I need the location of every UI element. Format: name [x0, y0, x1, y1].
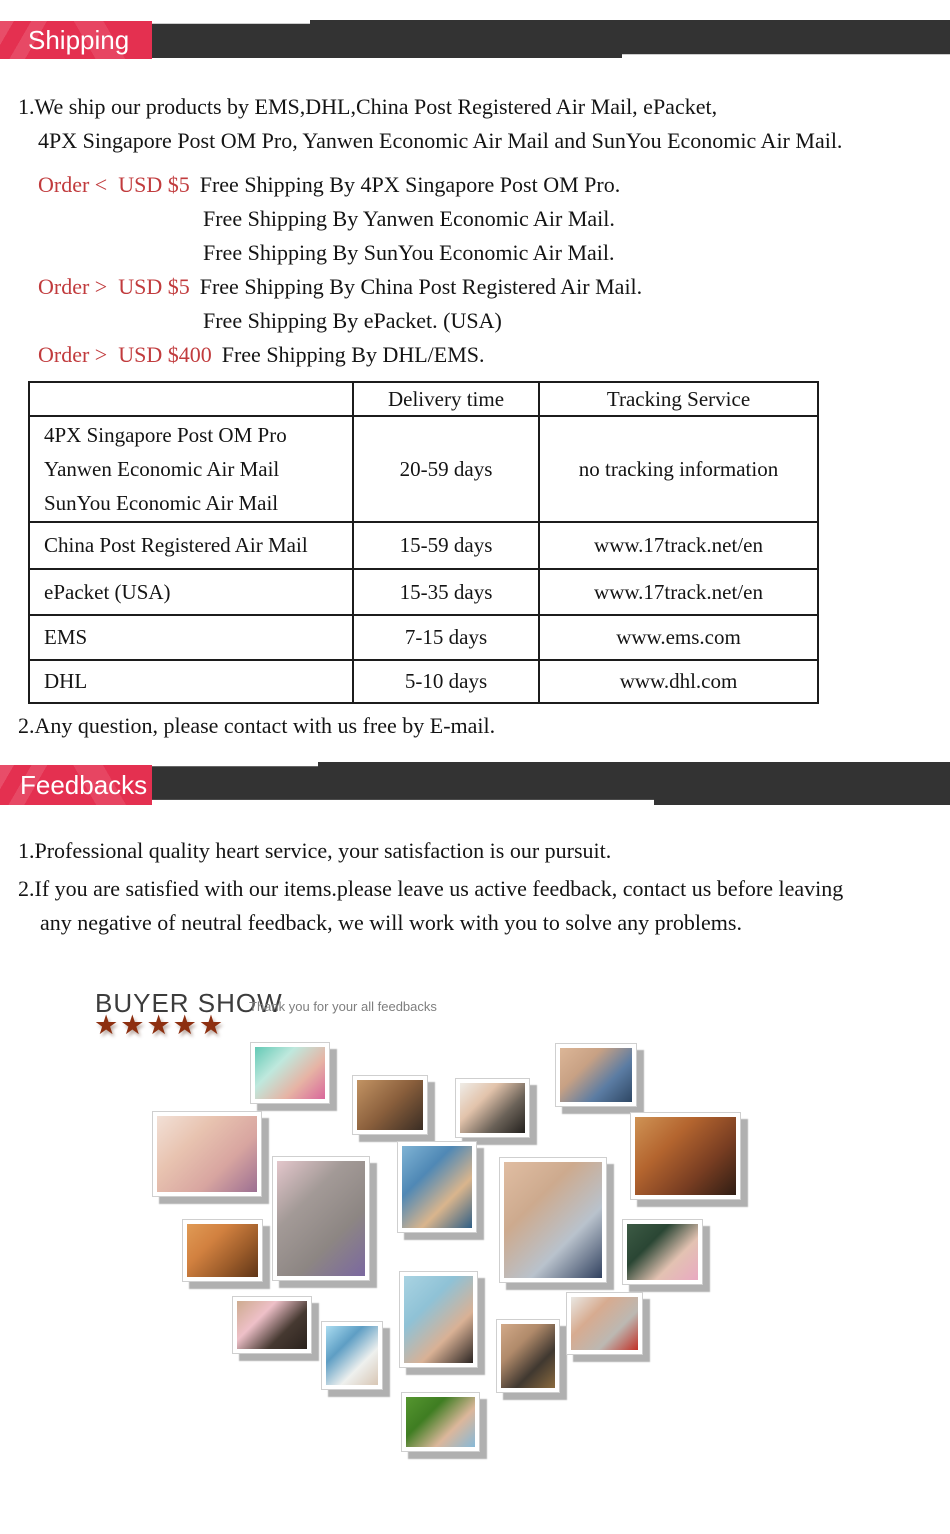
buyer-photo-blue-woman	[397, 1141, 477, 1233]
cell-method: China Post Registered Air Mail	[29, 522, 353, 569]
cell-delivery: 15-35 days	[353, 569, 539, 615]
photo-image	[357, 1080, 423, 1130]
photo-image	[635, 1117, 736, 1195]
buyer-photo-pink-flower-bracelet	[622, 1219, 703, 1285]
star-icon: ★	[172, 1010, 199, 1040]
header-tracking-service: Tracking Service	[539, 382, 818, 416]
cell-delivery: 5-10 days	[353, 660, 539, 703]
shipping-rule	[203, 308, 502, 334]
photo-image	[326, 1326, 378, 1385]
buyer-photo-girl-pink-top	[232, 1296, 312, 1354]
buyer-photo-hand-over-jeans	[555, 1043, 637, 1107]
photo-image	[504, 1162, 602, 1278]
buyer-show-title: BUYER SHOW	[95, 988, 283, 1018]
photo-image	[406, 1397, 475, 1447]
star-icon: ★	[198, 1010, 226, 1040]
rule-text: Free Shipping By 4PX Singapore Post OM Pro.	[199, 172, 621, 197]
table-row	[29, 416, 818, 522]
photo-image	[501, 1324, 555, 1388]
cell-tracking: www.17track.net/en	[539, 569, 818, 615]
star-icon: ★	[146, 1010, 173, 1040]
table-row	[29, 522, 818, 569]
table-row	[29, 660, 818, 703]
buyer-photo-tan-woman	[352, 1075, 428, 1135]
feedback-line3: any negative of neutral feedback, we will work with you to solve any problems.	[40, 910, 742, 935]
shipping-table	[28, 381, 819, 704]
buyer-photo-teal-hand-rose	[250, 1042, 330, 1104]
order-condition: Order < USD $5	[38, 172, 190, 197]
photo-image	[560, 1048, 632, 1102]
feedbacks-banner-bar	[150, 762, 950, 805]
rule-text: Free Shipping By China Post Registered Air Mail.	[199, 274, 643, 299]
buyer-photo-blue-sweater	[399, 1271, 478, 1368]
photo-image	[571, 1297, 638, 1350]
header-delivery-time: Delivery time	[353, 382, 539, 416]
buyer-photo-dark-hand	[496, 1319, 560, 1393]
feedback-line2: 2.If you are satisfied with our items.please leave us active feedback, contact us before leaving	[18, 876, 844, 901]
shipping-intro-line2: 4PX Singapore Post OM Pro, Yanwen Economic Air Mail and SunYou Economic Air Mail.	[38, 128, 843, 153]
buyer-photo-gray-bracelet	[272, 1156, 370, 1281]
star-icon: ★	[94, 1010, 121, 1040]
photo-image	[255, 1047, 325, 1099]
cell-method: EMS	[29, 615, 353, 660]
rule-text: Free Shipping By Yanwen Economic Air Mail.	[203, 206, 615, 231]
shipping-rule	[203, 206, 615, 232]
cell-delivery: 20-59 days	[353, 416, 539, 522]
buyer-photo-washing-hands	[566, 1292, 643, 1355]
cell-method	[29, 416, 353, 522]
table-row	[29, 615, 818, 660]
buyer-photo-starfish-necklace	[182, 1219, 263, 1282]
photo-image	[187, 1224, 258, 1277]
photo-image	[627, 1224, 698, 1280]
photo-image	[157, 1116, 257, 1192]
star-icon: ★	[120, 1010, 147, 1040]
shipping-banner-label: Shipping	[0, 21, 152, 59]
feedback-line1: 1.Professional quality heart service, your satisfaction is our pursuit.	[18, 838, 612, 863]
buyer-photo-pink-hands	[152, 1111, 262, 1197]
cell-delivery: 15-59 days	[353, 522, 539, 569]
cell-tracking: no tracking information	[539, 416, 818, 522]
shipping-rule	[203, 240, 615, 266]
shipping-rule	[38, 342, 485, 368]
shipping-intro-line1: 1.We ship our products by EMS,DHL,China Post Registered Air Mail, ePacket,	[18, 94, 718, 119]
shipping-outro: 2.Any question, please contact with us free by E-mail.	[18, 713, 496, 738]
buyer-photo-beach	[321, 1321, 383, 1390]
photo-image	[402, 1146, 472, 1228]
buyer-photo-white-arm	[455, 1078, 530, 1138]
cell-tracking: www.dhl.com	[539, 660, 818, 703]
table-row	[29, 569, 818, 615]
cell-method: ePacket (USA)	[29, 569, 353, 615]
rule-text: Free Shipping By SunYou Economic Air Mail.	[203, 240, 615, 265]
photo-image	[404, 1276, 473, 1363]
photo-image	[460, 1083, 525, 1133]
star-rating	[94, 1010, 225, 1041]
buyer-photo-grass-fist	[401, 1392, 480, 1452]
buyer-photo-bangle-hand	[499, 1157, 607, 1283]
rule-text: Free Shipping By DHL/EMS.	[221, 342, 485, 367]
cell-tracking: www.ems.com	[539, 615, 818, 660]
cell-delivery: 7-15 days	[353, 615, 539, 660]
shipping-rule	[38, 274, 642, 300]
photo-image	[277, 1161, 365, 1276]
feedbacks-banner-label: Feedbacks	[0, 765, 152, 805]
method-line: Yanwen Economic Air Mail	[44, 457, 280, 481]
table-header-row	[29, 382, 818, 416]
order-condition: Order > USD $5	[38, 274, 190, 299]
buyer-show-subtitle: Thank you for your all feedbacks	[249, 999, 437, 1014]
order-condition: Order > USD $400	[38, 342, 212, 367]
buyer-photo-outdoor-woman	[630, 1112, 741, 1200]
cell-method: DHL	[29, 660, 353, 703]
cell-tracking: www.17track.net/en	[539, 522, 818, 569]
header-method	[29, 382, 353, 416]
rule-text: Free Shipping By ePacket. (USA)	[203, 308, 502, 333]
shipping-rule	[38, 172, 620, 198]
photo-image	[237, 1301, 307, 1349]
method-line: 4PX Singapore Post OM Pro	[44, 423, 287, 447]
shipping-banner-bar	[150, 20, 950, 58]
method-line: SunYou Economic Air Mail	[44, 491, 279, 515]
